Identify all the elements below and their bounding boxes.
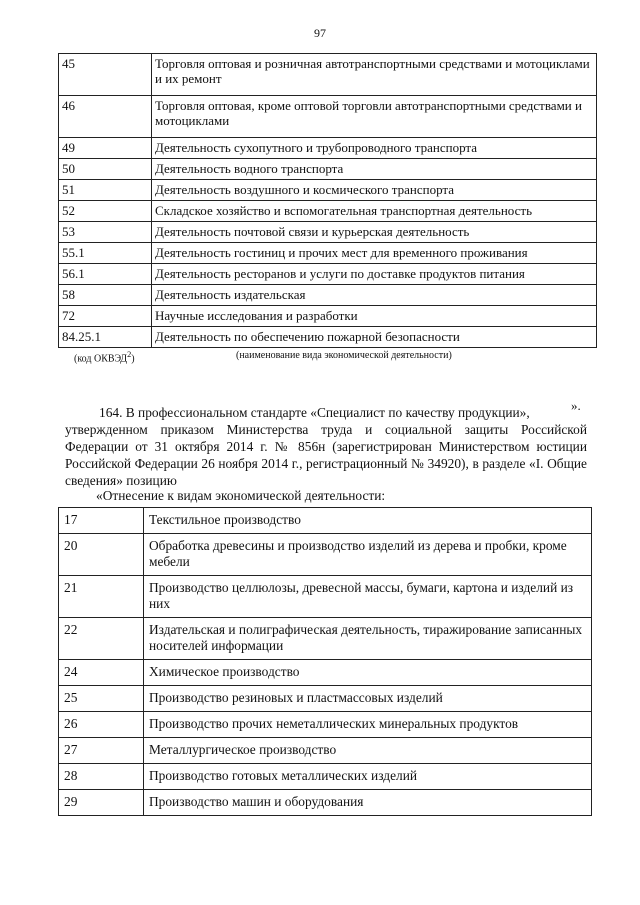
activity-name: Производство готовых металлических изделий [144, 764, 592, 790]
activity-name: Деятельность воздушного и космического транспорта [152, 180, 597, 201]
activity-name: Текстильное производство [144, 508, 592, 534]
table-row [59, 159, 597, 180]
okved-table-1 [58, 53, 597, 348]
paragraph-first-line: 164. В профессиональном стандарте «Специалист по качеству продукции», [99, 405, 530, 420]
caption-code-text: (код ОКВЭД [74, 353, 128, 365]
activity-code: 22 [59, 618, 144, 660]
activity-code: 26 [59, 712, 144, 738]
table-row [59, 264, 597, 285]
table-row [59, 534, 592, 576]
activity-code: 27 [59, 738, 144, 764]
activity-name: Издательская и полиграфическая деятельность, тиражирование записанных носителей информации [144, 618, 592, 660]
table-row [59, 306, 597, 327]
table-lead-in: «Отнесение к видам экономической деятельности: [96, 488, 386, 503]
activity-name: Металлургическое производство [144, 738, 592, 764]
table-row [59, 243, 597, 264]
activity-name: Научные исследования и разработки [152, 306, 597, 327]
table-row [59, 54, 597, 96]
activity-code: 25 [59, 686, 144, 712]
table-row [59, 327, 597, 348]
activity-code: 28 [59, 764, 144, 790]
activity-name: Складское хозяйство и вспомогательная транспортная деятельность [152, 201, 597, 222]
activity-name: Деятельность издательская [152, 285, 597, 306]
activity-code: 52 [59, 201, 152, 222]
activity-code: 49 [59, 138, 152, 159]
activity-name: Производство прочих неметаллических минеральных продуктов [144, 712, 592, 738]
caption-footnote-mark: 2 [127, 350, 132, 359]
table-row [59, 180, 597, 201]
activity-name: Торговля оптовая и розничная автотранспортными средствами и мотоциклами и их ремонт [152, 54, 597, 96]
table-row [59, 201, 597, 222]
table-row [59, 660, 592, 686]
activity-name: Торговля оптовая, кроме оптовой торговли автотранспортными средствами и мотоциклами [152, 96, 597, 138]
activity-name: Деятельность гостиниц и прочих мест для временного проживания [152, 243, 597, 264]
caption-code-end: ) [131, 353, 135, 365]
activity-code: 29 [59, 790, 144, 816]
activity-name: Производство резиновых и пластмассовых изделий [144, 686, 592, 712]
table-row [59, 138, 597, 159]
activity-name: Деятельность по обеспечению пожарной безопасности [152, 327, 597, 348]
activity-code: 58 [59, 285, 152, 306]
table-row [59, 285, 597, 306]
amendment-paragraph [65, 404, 587, 489]
activity-name-caption: (наименование вида экономической деятельности) [236, 350, 452, 361]
activity-code: 84.25.1 [59, 327, 152, 348]
table-row [59, 790, 592, 816]
activity-code: 50 [59, 159, 152, 180]
table-row [59, 712, 592, 738]
activity-code: 20 [59, 534, 144, 576]
activity-code: 72 [59, 306, 152, 327]
activity-code: 46 [59, 96, 152, 138]
activity-name: Деятельность сухопутного и трубопроводного транспорта [152, 138, 597, 159]
table-row [59, 764, 592, 790]
activity-code: 17 [59, 508, 144, 534]
paragraph-body: утвержденном приказом Министерства труда и социальной защиты Российской Федерации от 31 октября 2014 г. № 856н (зарегистрирован Министерством юстиции Российской Федерации 26 ноября 2014 г., регистрационный № 34920), в разделе «I. Общие сведения» позицию [65, 422, 587, 488]
activity-code: 53 [59, 222, 152, 243]
activity-code: 21 [59, 576, 144, 618]
okved-table-2 [58, 507, 592, 816]
activity-code: 55.1 [59, 243, 152, 264]
activity-code: 56.1 [59, 264, 152, 285]
activity-name: Производство машин и оборудования [144, 790, 592, 816]
activity-name: Химическое производство [144, 660, 592, 686]
table-row [59, 738, 592, 764]
closing-quote: ». [571, 398, 581, 413]
activity-name: Обработка древесины и производство изделий из дерева и пробки, кроме мебели [144, 534, 592, 576]
table-row [59, 686, 592, 712]
table-row [59, 96, 597, 138]
activity-name: Производство целлюлозы, древесной массы, бумаги, картона и изделий из них [144, 576, 592, 618]
okved-code-caption [74, 350, 135, 364]
table-row [59, 576, 592, 618]
activity-code: 24 [59, 660, 144, 686]
page-number: 97 [314, 26, 326, 40]
table-row [59, 508, 592, 534]
activity-name: Деятельность почтовой связи и курьерская деятельность [152, 222, 597, 243]
activity-code: 51 [59, 180, 152, 201]
activity-name: Деятельность водного транспорта [152, 159, 597, 180]
table-row [59, 222, 597, 243]
table-row [59, 618, 592, 660]
activity-code: 45 [59, 54, 152, 96]
activity-name: Деятельность ресторанов и услуги по доставке продуктов питания [152, 264, 597, 285]
